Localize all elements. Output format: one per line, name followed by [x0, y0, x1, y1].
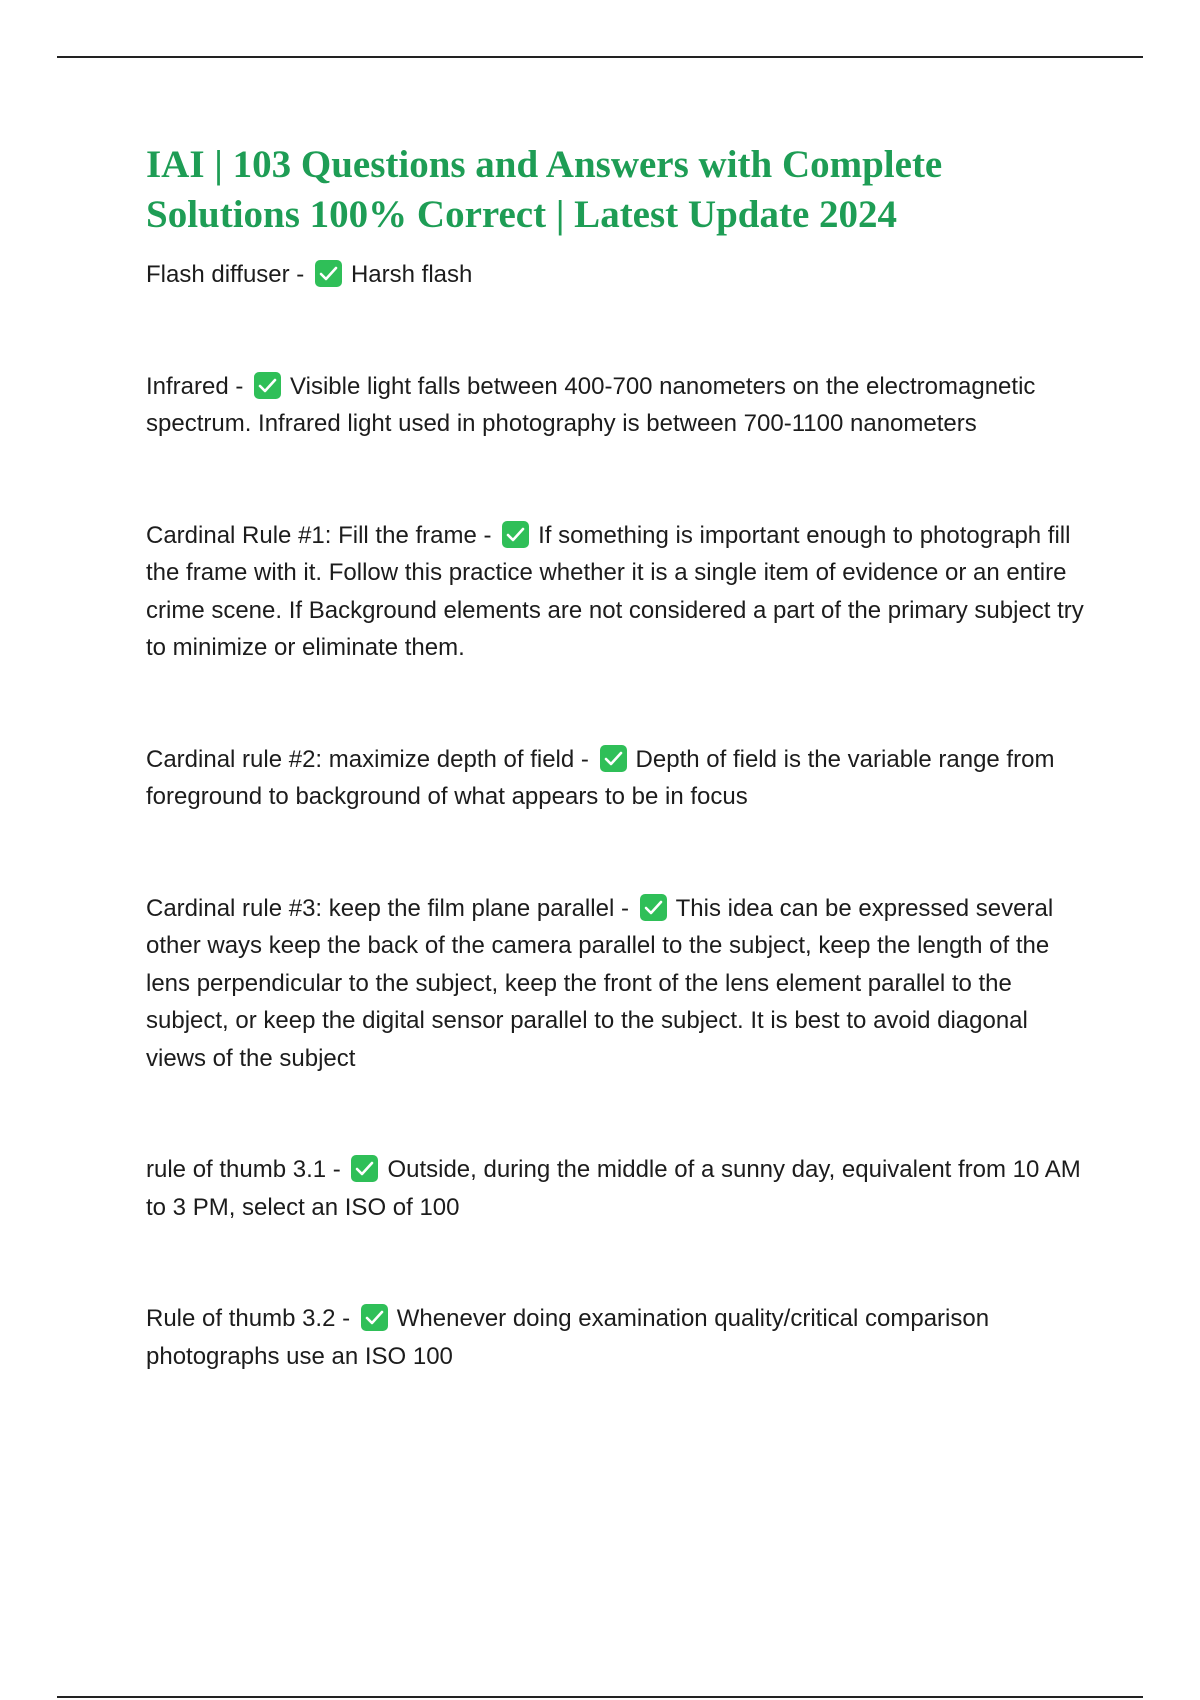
entry-term: rule of thumb 3.1 -: [146, 1156, 341, 1183]
entry-definition: This idea can be expressed several other ways keep the back of the camera parallel to the subject, keep the length of the lens perpendicular to the subject, keep the front of the lens element parallel to the subject, or keep the digital sensor parallel to the subject. It is best to avoid diagonal views of the subject: [146, 894, 1054, 1072]
document-title: IAI | 103 Questions and Answers with Complete Solutions 100% Correct | Latest Update 2024: [146, 143, 943, 236]
qa-entry: [146, 1300, 1086, 1375]
entry-definition: Harsh flash: [350, 261, 473, 288]
document-content: [146, 140, 1086, 1375]
check-mark-icon: [254, 372, 281, 399]
bottom-divider: [57, 1696, 1143, 1698]
qa-entry: [146, 517, 1086, 667]
entry-term: Cardinal Rule #1: Fill the frame -: [146, 521, 492, 549]
entry-term: Rule of thumb 3.2 -: [146, 1305, 351, 1332]
entry-definition: Outside, during the middle of a sunny day, equivalent from 10 AM to 3 PM, select an ISO of 100: [146, 1156, 1081, 1221]
entry-definition: Visible light falls between 400-700 nanometers on the electromagnetic spectrum. Infrared light used in photography is between 700-1100 nanometers: [146, 372, 1036, 437]
check-mark-icon: [600, 745, 627, 772]
entry-term: Infrared -: [146, 372, 244, 400]
entry-term: Cardinal rule #3: keep the film plane parallel -: [146, 894, 629, 922]
entry-definition: Depth of field is the variable range from foreground to background of what appears to be in focus: [146, 745, 1055, 810]
check-mark-icon: [640, 894, 667, 921]
check-mark-icon: [361, 1304, 388, 1331]
check-mark-icon: [315, 260, 342, 287]
entry-term: Flash diffuser -: [146, 261, 305, 288]
qa-entry: [146, 741, 1086, 816]
check-mark-icon: [502, 521, 529, 548]
check-mark-icon: [351, 1155, 378, 1182]
qa-entry: [146, 890, 1086, 1078]
top-divider: [57, 56, 1143, 58]
entry-definition: Whenever doing examination quality/critical comparison photographs use an ISO 100: [146, 1305, 990, 1370]
qa-entry: [146, 256, 1086, 294]
qa-entry: [146, 368, 1086, 443]
qa-entry: [146, 1151, 1086, 1226]
entry-definition: If something is important enough to photograph fill the frame with it. Follow this practice whether it is a single item of evidence or an entire crime scene. If Background elements are not considered a part of the primary subject try to minimize or eliminate them.: [146, 521, 1084, 661]
entry-term: Cardinal rule #2: maximize depth of field -: [146, 745, 589, 773]
